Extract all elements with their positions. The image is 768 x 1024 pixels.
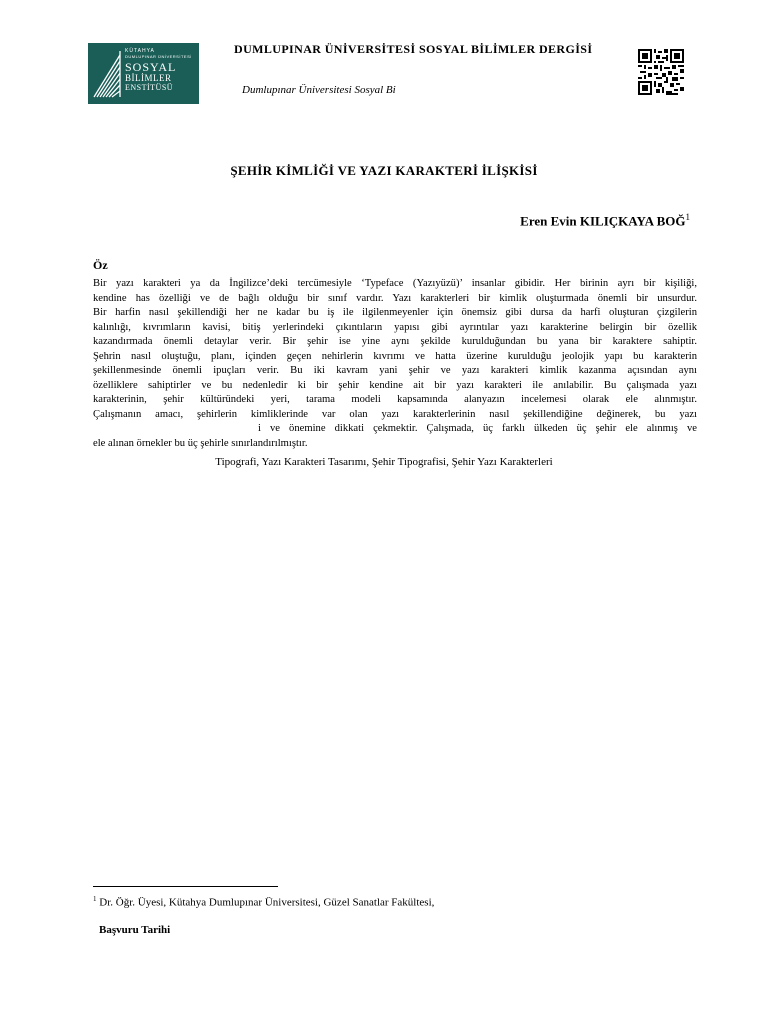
abstract-line: kalınlığı, kıvrımların kavisi, bitiş yerlerindeki çıkıntıların yapısı gibi ayrıntılar yazı karakterine belirgin bir özellik xyxy=(93,321,697,333)
abstract-line: Şehrin nasıl oluştuğu, planı, içinden geçen nehirlerin kıvrımı ve hatta üzerine kurulduğu jeolojik yapı bu karakterin xyxy=(93,350,697,362)
journal-title: DUMLUPINAR ÜNİVERSİTESİ SOSYAL BİLİMLER DERGİSİ xyxy=(234,42,593,56)
footnote xyxy=(93,895,434,909)
abstract-heading: Öz xyxy=(93,258,108,272)
abstract-line: şekillenmesinde önemli ipuçları verir. Bu iki kavram yani şehir ve yazı karakteri kimlik kazanma açısından aynı xyxy=(93,365,697,376)
footnote-text: Dr. Öğr. Üyesi, Kütahya Dumlupınar Üniversitesi, Güzel Sanatlar Fakültesi, xyxy=(96,896,435,909)
abstract-line: Bir harfin nasıl şekillendiği her ne kadar bu iş ile ilgilenmeyenler için önemsiz gibi dursa da harfi oluşturan çizgilerin xyxy=(93,307,697,318)
submission-date-label: Başvuru Tarihi xyxy=(99,924,171,936)
abstract-line: kazandırmada önemli detaylar verir. Bir şehir ise yine aynı şekilde kurulduğundan bu yana bir karaktere sahiptir. xyxy=(93,336,697,347)
abstract-line: i ve önemine dikkati çekmektir. Çalışmada, üç farklı ülkeden üç şehir ele alınmış ve xyxy=(258,423,697,434)
keywords: Tipografi, Yazı Karakteri Tasarımı, Şehir Tipografisi, Şehir Yazı Karakterleri xyxy=(215,456,553,468)
footnote-mark: 1 xyxy=(93,895,97,903)
abstract-line: Bir yazı karakteri ya da İngilizce’deki tercümesiyle ‘Typeface (Yazıyüzü)’ insanlar gibidir. Her birinin ayrı bir kişiliği, xyxy=(93,278,697,289)
abstract-line: karakterinin, şehir kültüründeki yeri, tarama modeli kapsamında alanyazın incelemesi olarak ele alınmıştır. xyxy=(93,394,697,405)
abstract-line: kendine has özelliği ve de bağlı olduğu bir sınıf vardır. Yazı karakterleri bir kimlik oluşturmada önemli bir unsurdur. xyxy=(93,292,697,304)
institute-logo xyxy=(88,43,199,104)
author-footnote-mark: 1 xyxy=(685,212,690,222)
abstract-body xyxy=(93,277,697,451)
logo-line-4: BİLİMLER xyxy=(125,73,172,83)
logo-line-2: DUMLUPINAR ÜNİVERSİTESİ xyxy=(125,54,192,59)
abstract-line: ele alınan örnekler bu üç şehirle sınırlandırılmıştır. xyxy=(93,437,308,449)
logo-line-3: SOSYAL xyxy=(125,60,177,74)
logo-line-1: KÜTAHYA xyxy=(125,48,155,54)
article-title: ŞEHİR KİMLİĞİ VE YAZI KARAKTERİ İLİŞKİSİ xyxy=(230,163,538,178)
qr-code-icon xyxy=(638,49,684,95)
abstract-line: özelliklere sahiptirler ve bu nedenledir ki bir şehir kendine ait bir yazı karakteri ile anılabilir. Bu çalışmada yazı xyxy=(93,379,697,391)
journal-subtitle: Dumlupınar Üniversitesi Sosyal Bi xyxy=(242,84,396,96)
author-text: Eren Evin KILIÇKAYA BOĞ xyxy=(520,213,686,229)
abstract-line: Çalışmanın amacı, şehirlerin kimliklerinde var olan yazı karakterlerinin nasıl şekillendiğine değinerek, bu yazı xyxy=(93,408,697,420)
logo-text xyxy=(125,49,195,92)
author-name xyxy=(520,212,690,229)
logo-line-5: ENSTİTÜSÜ xyxy=(125,83,174,92)
footnote-divider xyxy=(93,886,278,887)
